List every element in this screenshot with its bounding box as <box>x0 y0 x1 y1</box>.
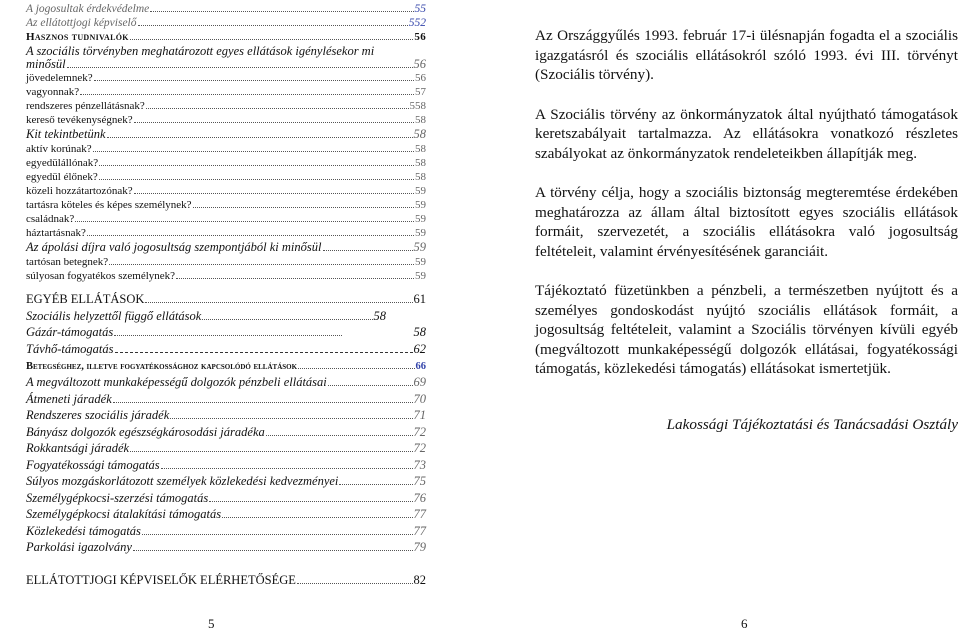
intro-text <box>535 26 958 434</box>
toc-entry[interactable]: Parkolási igazolvány 79 <box>26 540 426 555</box>
toc-entry[interactable]: Súlyos mozgáskorlátozott személyek közlekedési kedvezményei 75 <box>26 474 426 489</box>
toc-entry[interactable]: súlyosan fogyatékos személynek? 59 <box>26 270 426 283</box>
toc-entry[interactable]: A szociális törvényben meghatározott egyes ellátások igénylésekor mi <box>26 44 375 58</box>
toc-entry[interactable]: Szociális helyzettől függő ellátások 58 <box>26 309 386 324</box>
toc-entry[interactable]: kereső tevékenységnek? 58 <box>26 114 426 127</box>
toc-entry[interactable]: Betegséghez, illetve fogyatékossághoz kapcsolódó ellátások 66 <box>26 360 426 372</box>
toc-entry[interactable]: közeli hozzátartozónak? 59 <box>26 185 426 198</box>
toc-entry[interactable]: egyedülállónak? 58 <box>26 157 426 170</box>
toc-entry[interactable]: Kit tekintbetünk 58 <box>26 127 426 142</box>
toc-entry[interactable]: EGYÉB ELLÁTÁSOK 61 <box>26 292 426 307</box>
toc-entry[interactable]: rendszeres pénzellátásnak? 558 <box>26 100 426 113</box>
paragraph: A törvény célja, hogy a szociális biztonság megteremtése érdekében meghatározza az állam által biztosított egyes szociális ellátások formáit, szervezetét, a szociális ellátásokra való jogosultság feltételeit, valamint érvényesítésének garanciáit. <box>535 184 958 260</box>
toc-entry[interactable]: ELLÁTOTTJOGI KÉPVISELŐK ELÉRHETŐSÉGE 82 <box>26 573 426 588</box>
toc-entry[interactable]: Fogyatékossági támogatás 73 <box>26 458 426 473</box>
toc-entry[interactable]: jövedelemnek? 56 <box>26 72 426 85</box>
toc-entry[interactable]: Az ápolási díjra való jogosultság szempontjából ki minősül 59 <box>26 240 426 255</box>
paragraph: Tájékoztató füzetünkben a pénzbeli, a természetben nyújtott és a személyes gondoskodást nyújtó szociális ellátások formáit, a jogosultság feltételeit, valamint a Szociális törvényen kívüli egyéb (megváltozott munkaképességű dolgozók ellátásai, fogyatékossági támogatás, közlekedési támogatás) ellátásokat ismertetjük. <box>535 282 958 377</box>
toc-entry[interactable]: Közlekedési támogatás 77 <box>26 524 426 539</box>
toc-entry[interactable]: Személygépkocsi átalakítási támogatás 77 <box>26 507 426 522</box>
toc-entry[interactable]: aktív korúnak? 58 <box>26 143 426 156</box>
page-number-left: 5 <box>208 616 215 631</box>
signature: Lakossági Tájékoztatási és Tanácsadási Osztály <box>666 415 958 433</box>
toc-entry[interactable]: háztartásnak? 59 <box>26 227 426 240</box>
toc-entry[interactable]: Személygépkocsi-szerzési támogatás 76 <box>26 491 426 506</box>
paragraph: Az Országgyűlés 1993. február 17-i ülésnapján fogadta el a szociális igazgatásról és szociális ellátásokról szóló 1993. évi III. törvényt (Szociális törvény). <box>535 27 958 83</box>
toc-entry[interactable]: Az ellátottjogi képviselő 552 <box>26 16 426 29</box>
toc-entry[interactable]: vagyonnak? 57 <box>26 86 426 99</box>
toc-entry[interactable]: minősül 56 <box>26 57 426 72</box>
toc-entry[interactable]: A megváltozott munkaképességű dolgozók pénzbeli ellátásai 69 <box>26 375 426 390</box>
page-number-right: 6 <box>741 616 748 631</box>
toc-entry[interactable]: Rokkantsági járadék 72 <box>26 441 426 456</box>
toc-entry[interactable]: Bányász dolgozók egészségkárosodási járadéka 72 <box>26 425 426 440</box>
toc-entry[interactable]: tartósan betegnek? 59 <box>26 256 426 269</box>
toc-entry[interactable]: Átmeneti járadék 70 <box>26 392 426 407</box>
toc-entry[interactable]: egyedül élőnek? 58 <box>26 171 426 184</box>
toc-entry[interactable]: A jogosultak érdekvédelme 55 <box>26 2 426 15</box>
toc-entry[interactable]: tartásra köteles és képes személynek? 59 <box>26 199 426 212</box>
paragraph: A Szociális törvény az önkormányzatok által nyújtható támogatások keretszabályait tartalmazza. Az ellátásokra vonatkozó részletes szabályokat az önkormányzatok rendeleteikben állapítják meg. <box>535 105 958 162</box>
toc-entry[interactable]: Gázár-támogatás 58 <box>26 325 426 340</box>
toc-entry[interactable]: Távhő-támogatás 62 <box>26 342 426 357</box>
toc-entry[interactable]: Rendszeres szociális járadék 71 <box>26 408 426 423</box>
toc-entry[interactable]: Hasznos tudnivalók 56 <box>26 31 426 44</box>
toc-entry[interactable]: családnak? 59 <box>26 213 426 226</box>
